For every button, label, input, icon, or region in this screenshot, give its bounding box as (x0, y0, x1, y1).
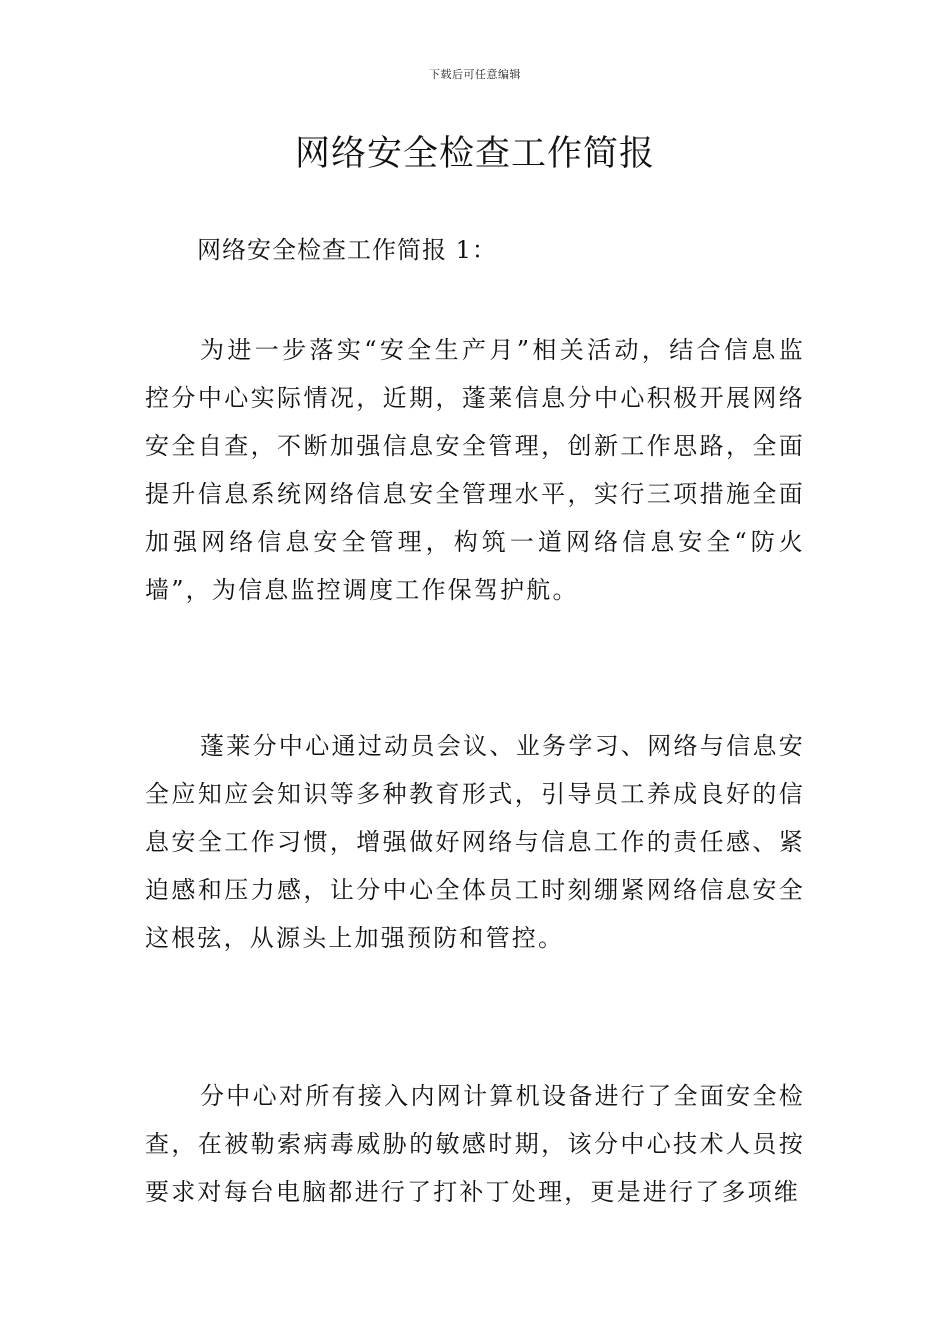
document-title: 网络安全检查工作简报 (294, 134, 655, 174)
paragraph-2: 蓬莱分中心通过动员会议、业务学习、网络与信息安全应知应会知识等多种教育形式，引导员工养成良好的信息安全工作习惯，增强做好网络与信息工作的责任感、紧迫感和压力感，让分中心全体员工时刻绷紧网络信息安全这根弦，从源头上加强预防和管控。 (145, 732, 805, 952)
paragraph-3: 分中心对所有接入内网计算机设备进行了全面安全检查，在被勒索病毒威胁的敏感时期，该分中心技术人员按要求对每台电脑都进行了打补丁处理，更是进行了多项维 (145, 1082, 805, 1206)
document-subtitle: 网络安全检查工作简报 1： (197, 236, 497, 264)
header-note: 下载后可任意编辑 (429, 68, 521, 81)
paragraph-1: 为进一步落实“安全生产月”相关活动，结合信息监控分中心实际情况，近期，蓬莱信息分中心积极开展网络安全自查，不断加强信息安全管理，创新工作思路，全面提升信息系统网络信息安全管理水平，实行三项措施全面加强网络信息安全管理，构筑一道网络信息安全“防火墙”，为信息监控调度工作保驾护航。 (145, 336, 805, 604)
